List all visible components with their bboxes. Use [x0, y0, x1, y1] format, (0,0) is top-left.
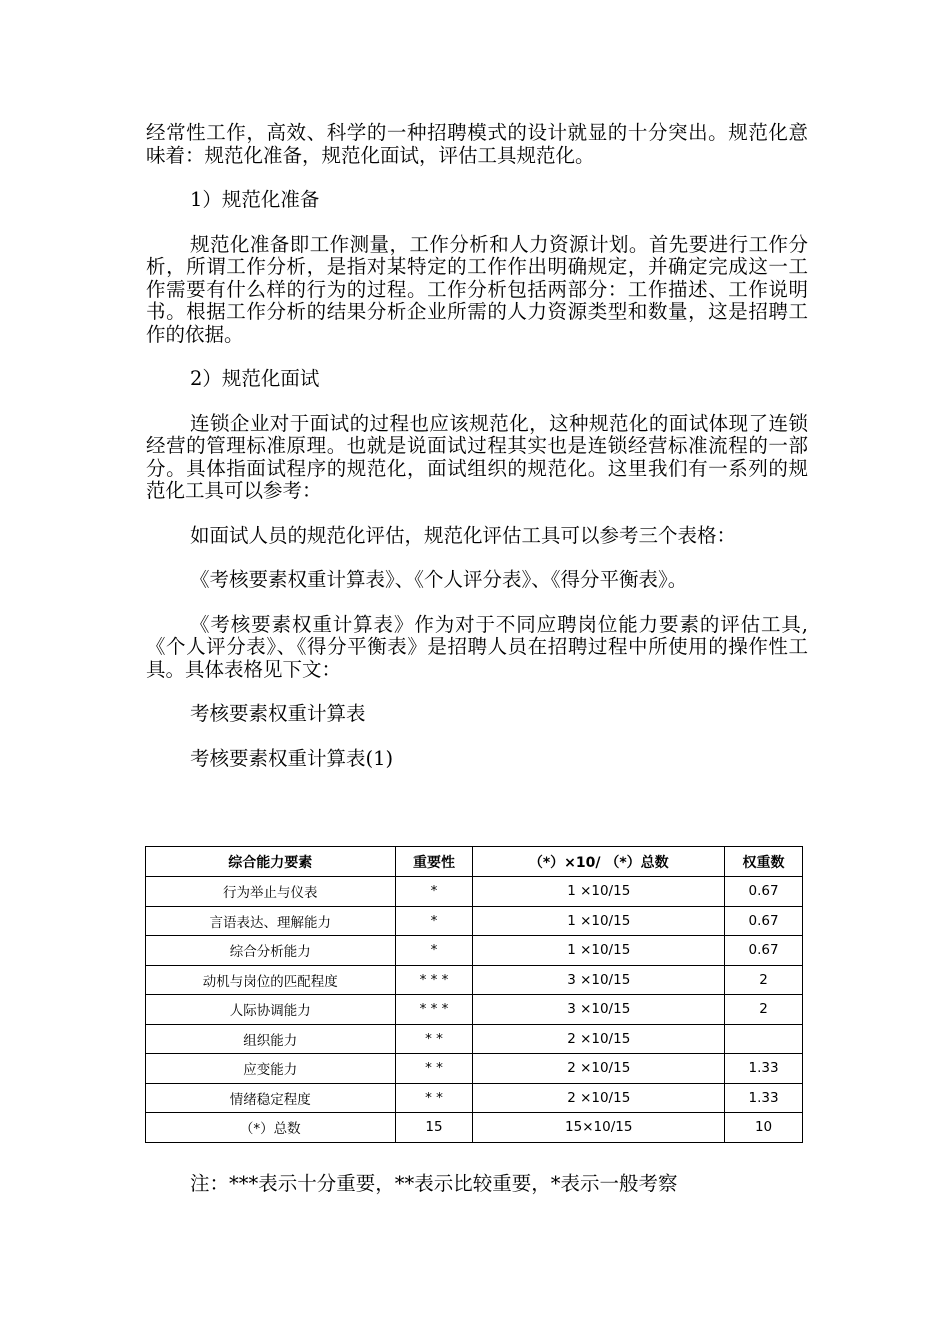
cell-ability: 人际协调能力: [146, 995, 396, 1025]
table-row: [146, 1054, 803, 1084]
cell-ability: 言语表达、理解能力: [146, 906, 396, 936]
cell-weight: 1.33: [725, 1083, 803, 1113]
cell-ability: 综合分析能力: [146, 936, 396, 966]
table-row: [146, 965, 803, 995]
table-note: 注：***表示十分重要，**表示比较重要，*表示一般考察: [190, 1172, 678, 1195]
header-importance: 重要性: [395, 847, 473, 877]
table-total-row: [146, 1113, 803, 1143]
cell-ability: 组织能力: [146, 1024, 396, 1054]
cell-importance: * *: [395, 1054, 473, 1084]
cell-weight: 0.67: [725, 936, 803, 966]
cell-weight: 2: [725, 965, 803, 995]
table-subtitle: 考核要素权重计算表(1): [190, 746, 394, 770]
paragraph-intro: 经常性工作，高效、科学的一种招聘模式的设计就显的十分突出。规范化意味着：规范化准备，规范化面试，评估工具规范化。: [146, 121, 808, 167]
paragraph-prep: 规范化准备即工作测量，工作分析和人力资源计划。首先要进行工作分析，所谓工作分析，是指对某特定的工作作出明确规定，并确定完成这一工作需要有什么样的行为的过程。工作分析包括两部分：工作描述、工作说明书。根据工作分析的结果分析企业所需的人力资源类型和数量，这是招聘工作的依据。: [146, 232, 808, 346]
cell-ability: 动机与岗位的匹配程度: [146, 965, 396, 995]
cell-formula: 2 ×10/15: [473, 1083, 725, 1113]
cell-weight: 10: [725, 1113, 803, 1143]
cell-importance: *: [395, 906, 473, 936]
table-row: [146, 1024, 803, 1054]
cell-importance: 15: [395, 1113, 473, 1143]
cell-formula: 2 ×10/15: [473, 1024, 725, 1054]
cell-formula: 15×10/15: [473, 1113, 725, 1143]
cell-formula: 1 ×10/15: [473, 906, 725, 936]
cell-importance: * * *: [395, 995, 473, 1025]
header-weight: 权重数: [725, 847, 803, 877]
table-title: 考核要素权重计算表: [190, 702, 366, 725]
cell-ability: 情绪稳定程度: [146, 1083, 396, 1113]
cell-importance: * *: [395, 1024, 473, 1054]
weight-table: [145, 846, 803, 1143]
paragraph-forms-desc: 《考核要素权重计算表》作为对于不同应聘岗位能力要素的评估工具,《个人评分表》、《得分平衡表》是招聘人员在招聘过程中所使用的操作性工具。具体表格见下文：: [146, 612, 808, 681]
paragraph-evaluation: 如面试人员的规范化评估，规范化评估工具可以参考三个表格：: [190, 523, 737, 547]
cell-ability: 应变能力: [146, 1054, 396, 1084]
cell-importance: *: [395, 877, 473, 907]
cell-weight: 2: [725, 995, 803, 1025]
cell-weight: 0.67: [725, 906, 803, 936]
cell-importance: * *: [395, 1083, 473, 1113]
paragraph-forms: 《考核要素权重计算表》、《个人评分表》、《得分平衡表》。: [190, 568, 688, 591]
cell-formula: 1 ×10/15: [473, 877, 725, 907]
table-row: [146, 877, 803, 907]
cell-importance: *: [395, 936, 473, 966]
cell-weight: 0.67: [725, 877, 803, 907]
heading-prep: 1）规范化准备: [190, 188, 320, 211]
table-row: [146, 906, 803, 936]
cell-ability: 行为举止与仪表: [146, 877, 396, 907]
header-ability: 综合能力要素: [146, 847, 396, 877]
cell-weight: [725, 1024, 803, 1054]
cell-formula: 1 ×10/15: [473, 936, 725, 966]
heading-interview: 2）规范化面试: [190, 367, 320, 390]
table-row: [146, 1083, 803, 1113]
document-body: [146, 122, 808, 770]
cell-weight: 1.33: [725, 1054, 803, 1084]
cell-formula: 3 ×10/15: [473, 995, 725, 1025]
table-row: [146, 936, 803, 966]
cell-formula: 3 ×10/15: [473, 965, 725, 995]
paragraph-interview: 连锁企业对于面试的过程也应该规范化，这种规范化的面试体现了连锁经营的管理标准原理。也就是说面试过程其实也是连锁经营标准流程的一部分。具体指面试程序的规范化，面试组织的规范化。这里我们有一系列的规范化工具可以参考：: [146, 411, 808, 502]
header-formula: （*）×10/ （*）总数: [473, 847, 725, 877]
table-row: [146, 995, 803, 1025]
cell-formula: 2 ×10/15: [473, 1054, 725, 1084]
cell-importance: * * *: [395, 965, 473, 995]
table-header-row: [146, 847, 803, 877]
cell-ability: （*）总数: [146, 1113, 396, 1143]
